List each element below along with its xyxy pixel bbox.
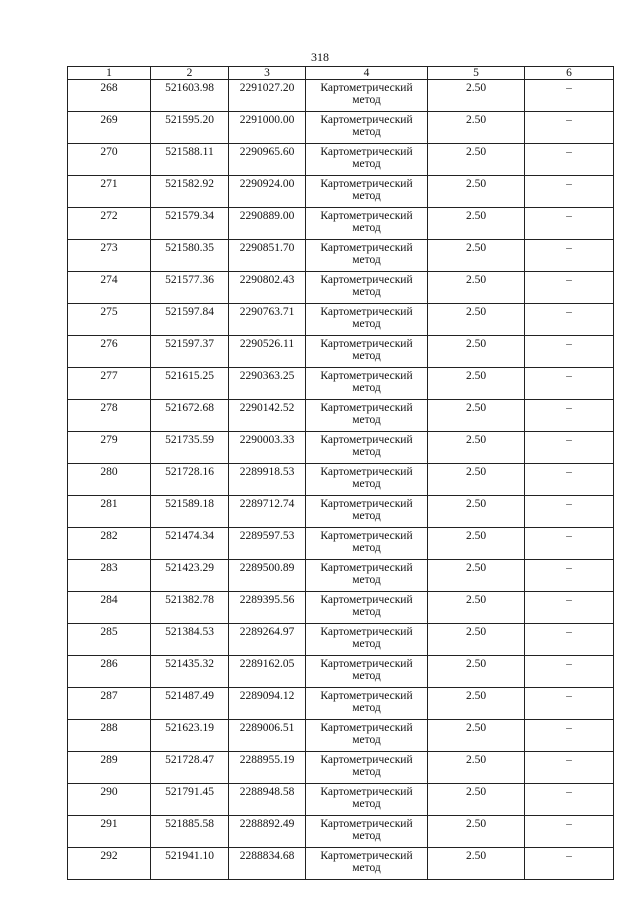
table-row <box>68 496 614 528</box>
method-cell <box>306 688 428 720</box>
note-cell: – <box>525 848 614 880</box>
column-header: 5 <box>428 67 525 80</box>
method-line-2: метод <box>352 542 381 554</box>
method-cell <box>306 400 428 432</box>
method-line-2: метод <box>352 158 381 170</box>
note-cell: – <box>525 496 614 528</box>
method-line-1: Картометрический <box>320 466 413 478</box>
y-coordinate-cell: 2290003.33 <box>229 432 306 464</box>
method-line-2: метод <box>352 286 381 298</box>
table-row <box>68 208 614 240</box>
method-line-1: Картометрический <box>320 722 413 734</box>
table-row <box>68 560 614 592</box>
method-line-2: метод <box>352 862 381 874</box>
x-coordinate-cell: 521615.25 <box>151 368 229 400</box>
note-cell: – <box>525 336 614 368</box>
method-line-2: метод <box>352 766 381 778</box>
x-coordinate-cell: 521941.10 <box>151 848 229 880</box>
x-coordinate-cell: 521595.20 <box>151 112 229 144</box>
method-line-1: Картометрический <box>320 626 413 638</box>
note-cell: – <box>525 176 614 208</box>
accuracy-cell: 2.50 <box>428 176 525 208</box>
method-cell <box>306 528 428 560</box>
accuracy-cell: 2.50 <box>428 848 525 880</box>
method-cell <box>306 656 428 688</box>
x-coordinate-cell: 521487.49 <box>151 688 229 720</box>
y-coordinate-cell: 2288892.49 <box>229 816 306 848</box>
method-cell <box>306 560 428 592</box>
y-coordinate-cell: 2289094.12 <box>229 688 306 720</box>
y-coordinate-cell: 2290924.00 <box>229 176 306 208</box>
point-number-cell: 289 <box>68 752 151 784</box>
method-line-1: Картометрический <box>320 370 413 382</box>
column-header: 6 <box>525 67 614 80</box>
method-cell <box>306 752 428 784</box>
x-coordinate-cell: 521588.11 <box>151 144 229 176</box>
x-coordinate-cell: 521423.29 <box>151 560 229 592</box>
y-coordinate-cell: 2289264.97 <box>229 624 306 656</box>
method-cell <box>306 848 428 880</box>
point-number-cell: 274 <box>68 272 151 304</box>
x-coordinate-cell: 521580.35 <box>151 240 229 272</box>
method-line-1: Картометрический <box>320 178 413 190</box>
accuracy-cell: 2.50 <box>428 144 525 176</box>
note-cell: – <box>525 752 614 784</box>
accuracy-cell: 2.50 <box>428 272 525 304</box>
y-coordinate-cell: 2289500.89 <box>229 560 306 592</box>
table-row <box>68 432 614 464</box>
y-coordinate-cell: 2289712.74 <box>229 496 306 528</box>
method-cell <box>306 240 428 272</box>
method-line-2: метод <box>352 222 381 234</box>
x-coordinate-cell: 521582.92 <box>151 176 229 208</box>
note-cell: – <box>525 624 614 656</box>
method-cell <box>306 816 428 848</box>
method-cell <box>306 272 428 304</box>
note-cell: – <box>525 688 614 720</box>
y-coordinate-cell: 2288834.68 <box>229 848 306 880</box>
point-number-cell: 272 <box>68 208 151 240</box>
y-coordinate-cell: 2289395.56 <box>229 592 306 624</box>
accuracy-cell: 2.50 <box>428 816 525 848</box>
table-row <box>68 784 614 816</box>
note-cell: – <box>525 816 614 848</box>
method-cell <box>306 784 428 816</box>
accuracy-cell: 2.50 <box>428 400 525 432</box>
method-line-2: метод <box>352 190 381 202</box>
table-row <box>68 304 614 336</box>
method-line-1: Картометрический <box>320 786 413 798</box>
method-cell <box>306 336 428 368</box>
y-coordinate-cell: 2288948.58 <box>229 784 306 816</box>
method-cell <box>306 496 428 528</box>
point-number-cell: 281 <box>68 496 151 528</box>
y-coordinate-cell: 2289918.53 <box>229 464 306 496</box>
table-row <box>68 464 614 496</box>
y-coordinate-cell: 2290965.60 <box>229 144 306 176</box>
x-coordinate-cell: 521597.37 <box>151 336 229 368</box>
x-coordinate-cell: 521382.78 <box>151 592 229 624</box>
note-cell: – <box>525 400 614 432</box>
method-line-1: Картометрический <box>320 498 413 510</box>
point-number-cell: 284 <box>68 592 151 624</box>
note-cell: – <box>525 208 614 240</box>
x-coordinate-cell: 521577.36 <box>151 272 229 304</box>
column-header: 3 <box>229 67 306 80</box>
y-coordinate-cell: 2288955.19 <box>229 752 306 784</box>
method-line-1: Картометрический <box>320 850 413 862</box>
accuracy-cell: 2.50 <box>428 560 525 592</box>
note-cell: – <box>525 112 614 144</box>
method-line-1: Картометрический <box>320 754 413 766</box>
x-coordinate-cell: 521672.68 <box>151 400 229 432</box>
method-line-2: метод <box>352 702 381 714</box>
note-cell: – <box>525 784 614 816</box>
accuracy-cell: 2.50 <box>428 208 525 240</box>
table-row <box>68 336 614 368</box>
method-line-2: метод <box>352 350 381 362</box>
table-row <box>68 624 614 656</box>
method-line-1: Картометрический <box>320 338 413 350</box>
accuracy-cell: 2.50 <box>428 304 525 336</box>
method-cell <box>306 368 428 400</box>
point-number-cell: 273 <box>68 240 151 272</box>
point-number-cell: 279 <box>68 432 151 464</box>
table-row <box>68 272 614 304</box>
accuracy-cell: 2.50 <box>428 784 525 816</box>
column-header: 4 <box>306 67 428 80</box>
accuracy-cell: 2.50 <box>428 80 525 112</box>
x-coordinate-cell: 521474.34 <box>151 528 229 560</box>
method-line-1: Картометрический <box>320 530 413 542</box>
table-row <box>68 752 614 784</box>
point-number-cell: 287 <box>68 688 151 720</box>
table-row <box>68 720 614 752</box>
note-cell: – <box>525 304 614 336</box>
method-line-2: метод <box>352 638 381 650</box>
x-coordinate-cell: 521384.53 <box>151 624 229 656</box>
method-line-2: метод <box>352 510 381 522</box>
note-cell: – <box>525 240 614 272</box>
accuracy-cell: 2.50 <box>428 752 525 784</box>
coordinates-table <box>67 66 614 880</box>
method-line-1: Картометрический <box>320 434 413 446</box>
y-coordinate-cell: 2291027.20 <box>229 80 306 112</box>
method-cell <box>306 176 428 208</box>
point-number-cell: 268 <box>68 80 151 112</box>
table-row <box>68 176 614 208</box>
point-number-cell: 269 <box>68 112 151 144</box>
method-line-1: Картометрический <box>320 306 413 318</box>
method-line-2: метод <box>352 798 381 810</box>
method-line-1: Картометрический <box>320 690 413 702</box>
method-line-1: Картометрический <box>320 82 413 94</box>
x-coordinate-cell: 521579.34 <box>151 208 229 240</box>
method-line-2: метод <box>352 318 381 330</box>
method-cell <box>306 592 428 624</box>
accuracy-cell: 2.50 <box>428 240 525 272</box>
y-coordinate-cell: 2290142.52 <box>229 400 306 432</box>
point-number-cell: 288 <box>68 720 151 752</box>
method-line-2: метод <box>352 574 381 586</box>
method-line-2: метод <box>352 254 381 266</box>
method-line-2: метод <box>352 414 381 426</box>
table-row <box>68 400 614 432</box>
y-coordinate-cell: 2291000.00 <box>229 112 306 144</box>
method-line-2: метод <box>352 734 381 746</box>
method-cell <box>306 144 428 176</box>
y-coordinate-cell: 2289597.53 <box>229 528 306 560</box>
table-row <box>68 368 614 400</box>
method-line-1: Картометрический <box>320 818 413 830</box>
table-row <box>68 688 614 720</box>
point-number-cell: 271 <box>68 176 151 208</box>
method-cell <box>306 464 428 496</box>
table-row <box>68 144 614 176</box>
point-number-cell: 275 <box>68 304 151 336</box>
method-line-2: метод <box>352 670 381 682</box>
y-coordinate-cell: 2290763.71 <box>229 304 306 336</box>
y-coordinate-cell: 2290363.25 <box>229 368 306 400</box>
page-number: 318 <box>311 50 329 64</box>
method-line-2: метод <box>352 446 381 458</box>
point-number-cell: 283 <box>68 560 151 592</box>
note-cell: – <box>525 368 614 400</box>
table-row <box>68 848 614 880</box>
note-cell: – <box>525 656 614 688</box>
accuracy-cell: 2.50 <box>428 496 525 528</box>
accuracy-cell: 2.50 <box>428 464 525 496</box>
note-cell: – <box>525 432 614 464</box>
method-line-1: Картометрический <box>320 210 413 222</box>
x-coordinate-cell: 521885.58 <box>151 816 229 848</box>
y-coordinate-cell: 2289006.51 <box>229 720 306 752</box>
x-coordinate-cell: 521603.98 <box>151 80 229 112</box>
method-line-1: Картометрический <box>320 146 413 158</box>
method-cell <box>306 208 428 240</box>
method-cell <box>306 80 428 112</box>
method-cell <box>306 624 428 656</box>
accuracy-cell: 2.50 <box>428 720 525 752</box>
table-row <box>68 240 614 272</box>
y-coordinate-cell: 2290802.43 <box>229 272 306 304</box>
point-number-cell: 278 <box>68 400 151 432</box>
note-cell: – <box>525 592 614 624</box>
note-cell: – <box>525 528 614 560</box>
x-coordinate-cell: 521735.59 <box>151 432 229 464</box>
accuracy-cell: 2.50 <box>428 528 525 560</box>
method-line-1: Картометрический <box>320 562 413 574</box>
method-line-1: Картометрический <box>320 658 413 670</box>
accuracy-cell: 2.50 <box>428 656 525 688</box>
column-header: 1 <box>68 67 151 80</box>
table-row <box>68 656 614 688</box>
table-row <box>68 80 614 112</box>
method-cell <box>306 720 428 752</box>
point-number-cell: 291 <box>68 816 151 848</box>
y-coordinate-cell: 2290526.11 <box>229 336 306 368</box>
column-header: 2 <box>151 67 229 80</box>
point-number-cell: 290 <box>68 784 151 816</box>
table-header <box>68 67 614 80</box>
x-coordinate-cell: 521728.47 <box>151 752 229 784</box>
note-cell: – <box>525 464 614 496</box>
method-line-2: метод <box>352 94 381 106</box>
note-cell: – <box>525 272 614 304</box>
accuracy-cell: 2.50 <box>428 592 525 624</box>
table-body <box>68 80 614 880</box>
x-coordinate-cell: 521623.19 <box>151 720 229 752</box>
point-number-cell: 282 <box>68 528 151 560</box>
y-coordinate-cell: 2289162.05 <box>229 656 306 688</box>
table-row <box>68 816 614 848</box>
accuracy-cell: 2.50 <box>428 336 525 368</box>
point-number-cell: 277 <box>68 368 151 400</box>
point-number-cell: 270 <box>68 144 151 176</box>
x-coordinate-cell: 521435.32 <box>151 656 229 688</box>
method-cell <box>306 432 428 464</box>
point-number-cell: 280 <box>68 464 151 496</box>
y-coordinate-cell: 2290889.00 <box>229 208 306 240</box>
note-cell: – <box>525 144 614 176</box>
point-number-cell: 285 <box>68 624 151 656</box>
note-cell: – <box>525 720 614 752</box>
accuracy-cell: 2.50 <box>428 624 525 656</box>
accuracy-cell: 2.50 <box>428 432 525 464</box>
method-line-2: метод <box>352 606 381 618</box>
table-row <box>68 528 614 560</box>
table-row <box>68 592 614 624</box>
note-cell: – <box>525 560 614 592</box>
header-row <box>68 67 614 80</box>
point-number-cell: 292 <box>68 848 151 880</box>
x-coordinate-cell: 521589.18 <box>151 496 229 528</box>
method-line-1: Картометрический <box>320 274 413 286</box>
point-number-cell: 286 <box>68 656 151 688</box>
method-line-2: метод <box>352 126 381 138</box>
point-number-cell: 276 <box>68 336 151 368</box>
accuracy-cell: 2.50 <box>428 688 525 720</box>
x-coordinate-cell: 521597.84 <box>151 304 229 336</box>
accuracy-cell: 2.50 <box>428 112 525 144</box>
accuracy-cell: 2.50 <box>428 368 525 400</box>
x-coordinate-cell: 521728.16 <box>151 464 229 496</box>
method-line-1: Картометрический <box>320 114 413 126</box>
method-line-1: Картометрический <box>320 242 413 254</box>
method-line-2: метод <box>352 478 381 490</box>
method-cell <box>306 112 428 144</box>
method-line-2: метод <box>352 830 381 842</box>
method-cell <box>306 304 428 336</box>
y-coordinate-cell: 2290851.70 <box>229 240 306 272</box>
x-coordinate-cell: 521791.45 <box>151 784 229 816</box>
method-line-1: Картометрический <box>320 402 413 414</box>
method-line-2: метод <box>352 382 381 394</box>
table-row <box>68 112 614 144</box>
method-line-1: Картометрический <box>320 594 413 606</box>
note-cell: – <box>525 80 614 112</box>
